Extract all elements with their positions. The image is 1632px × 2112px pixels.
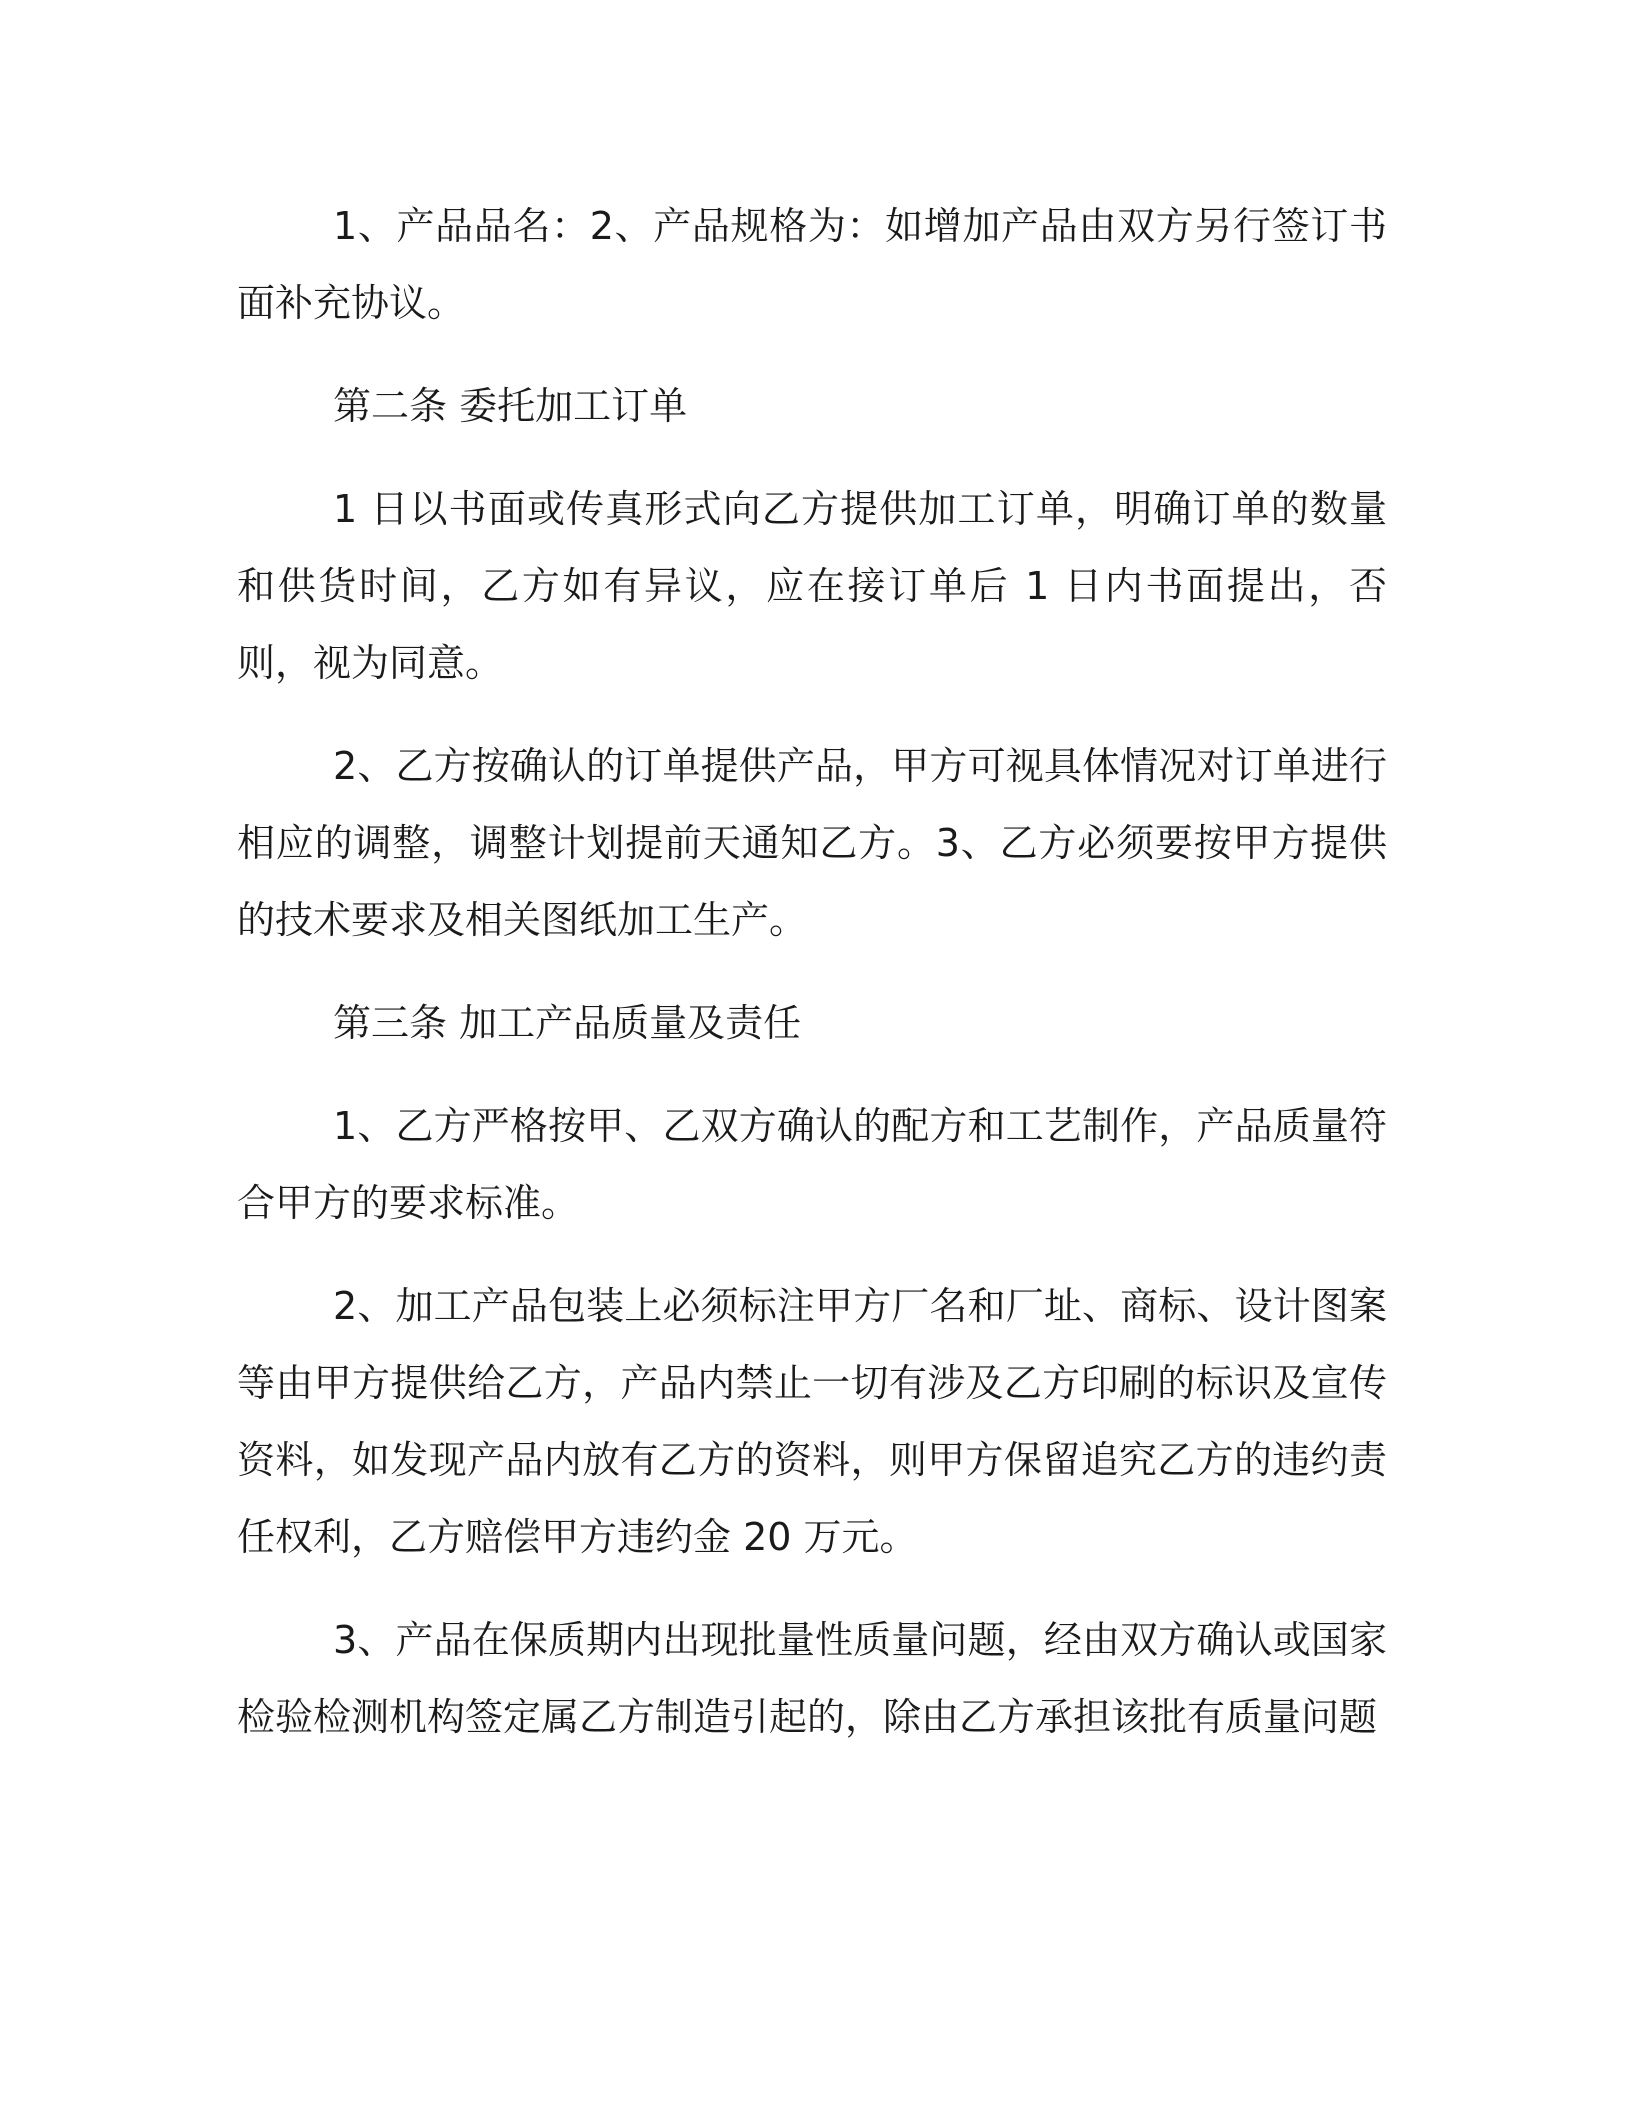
paragraph-product-name: 1、产品品名：2、产品规格为：如增加产品由双方另行签订书面补充协议。 — [237, 204, 1387, 325]
paragraph-quality-1: 1、乙方严格按甲、乙双方确认的配方和工艺制作，产品质量符合甲方的要求标准。 — [237, 1104, 1387, 1225]
heading-article-2: 第二条 委托加工订单 — [333, 384, 688, 428]
paragraph-order-1: 1 日以书面或传真形式向乙方提供加工订单，明确订单的数量和供货时间，乙方如有异议，应在接订单后 1 日内书面提出，否则，视为同意。 — [237, 487, 1387, 685]
paragraph-order-2: 2、乙方按确认的订单提供产品，甲方可视具体情况对订单进行相应的调整，调整计划提前天通知乙方。3、乙方必须要按甲方提供的技术要求及相关图纸加工生产。 — [237, 744, 1387, 942]
paragraph-quality-3: 3、产品在保质期内出现批量性质量问题，经由双方确认或国家检验检测机构签定属乙方制造引起的，除由乙方承担该批有质量问题 — [237, 1618, 1387, 1739]
document-body — [237, 188, 1387, 1782]
heading-article-3: 第三条 加工产品质量及责任 — [333, 1001, 802, 1045]
paragraph-quality-2: 2、加工产品包装上必须标注甲方厂名和厂址、商标、设计图案等由甲方提供给乙方，产品内禁止一切有涉及乙方印刷的标识及宣传资料，如发现产品内放有乙方的资料，则甲方保留追究乙方的违约责任权利，乙方赔偿甲方违约金 20 万元。 — [237, 1284, 1387, 1559]
